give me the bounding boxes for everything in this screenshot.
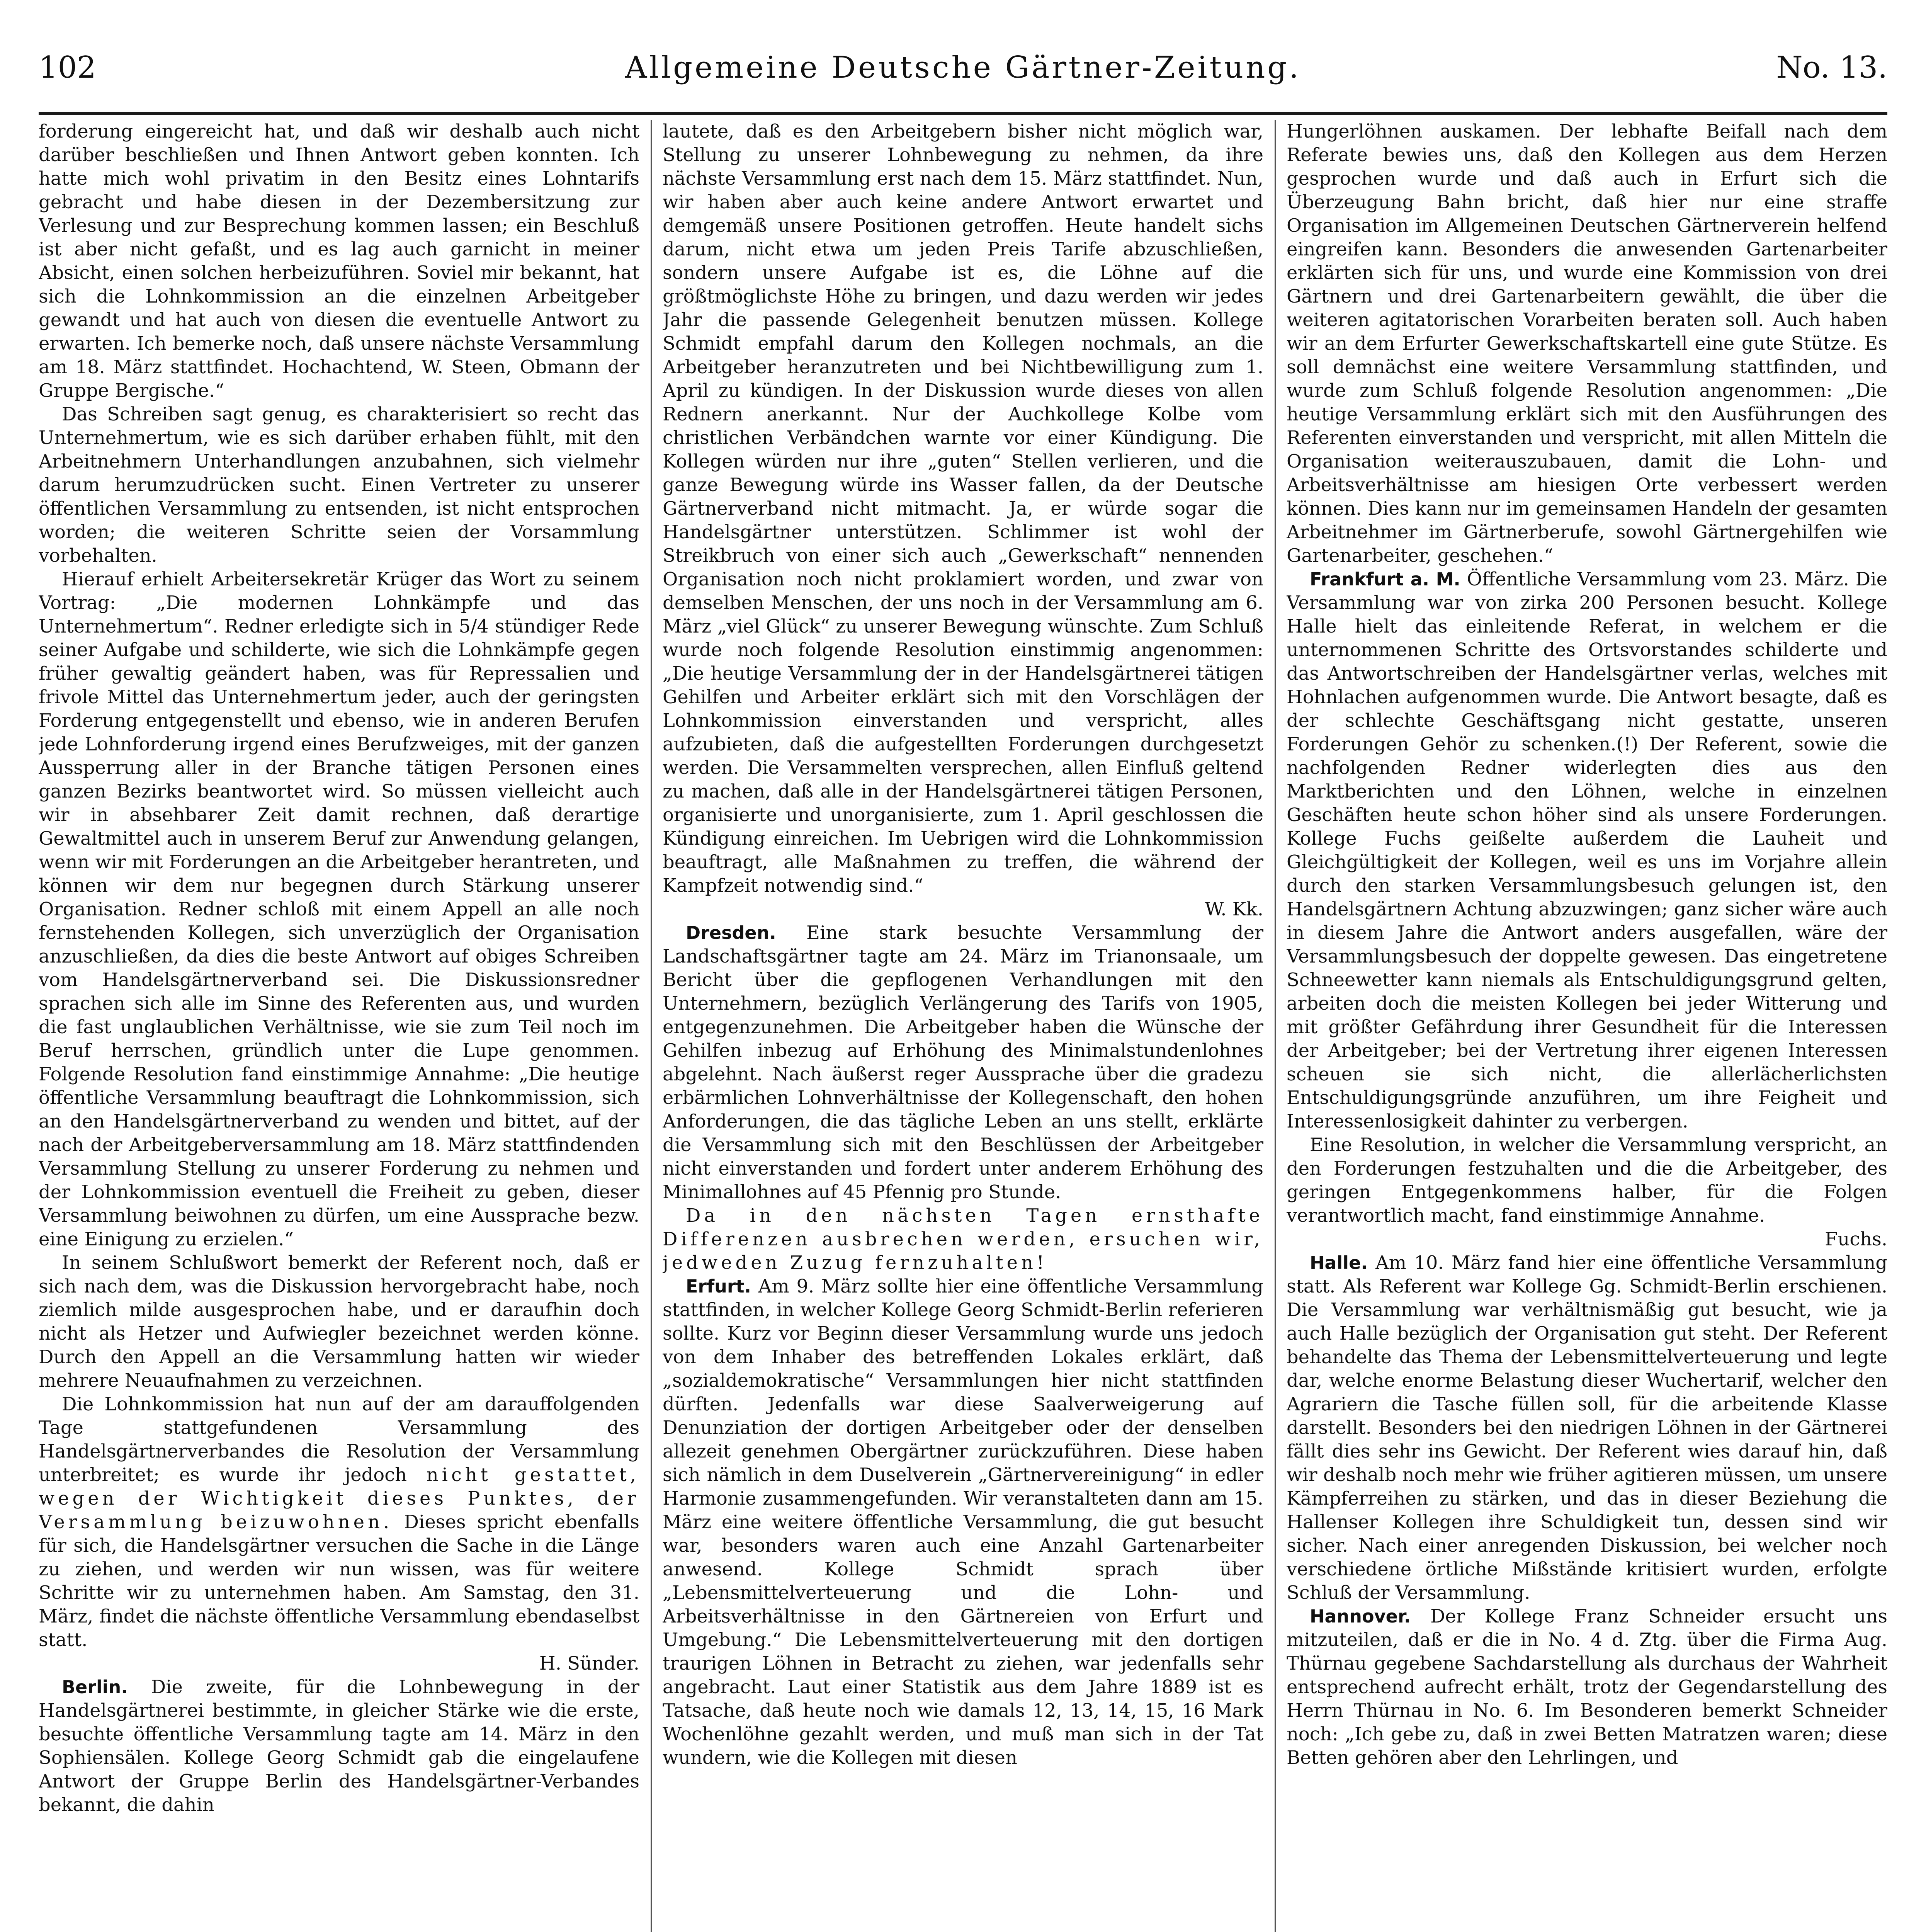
report-frankfurt xyxy=(1287,568,1887,1133)
column-divider xyxy=(651,120,652,1932)
page-header xyxy=(39,23,1887,115)
report-erfurt xyxy=(663,1275,1263,1770)
place-heading: Berlin. xyxy=(62,1677,128,1697)
paragraph: lautete, daß es den Arbeitgebern bisher nicht möglich war, Stellung zu unserer Lohnbewegung zu nehmen, da ihre nächste Versammlung erst nach dem 15. März stattfindet. Nun, wir haben aber auch keine andere Antwort erwartet und demgemäß unsere Positionen getroffen. Heute handelt sichs darum, nicht etwa um jeden Preis Tarife abzuschließen, sondern unsere Aufgabe ist es, die Löhne auf die größtmöglichste Höhe zu bringen, und dazu werden wir jedes Jahr die passende Gelegenheit benutzen müssen. Kollege Schmidt empfahl darum den Kollegen nochmals, an die Arbeitgeber heranzutreten und bei Nichtbewilligung zum 1. April zu kündigen. In der Diskussion wurde dieses von allen Rednern anerkannt. Nur der Auchkollege Kolbe vom christlichen Verbändchen warnte vor einer Kündigung. Die Kollegen würden nur ihre „guten“ Stellen verlieren, und die ganze Bewegung würde ins Wasser fallen, da der Deutsche Gärtnerverband nicht mitmacht. Ja, er würde sogar die Handelsgärtner unterstützen. Schlimmer ist wohl der Streikbruch von einer sich auch „Gewerkschaft“ nennenden Organisation noch nicht proklamiert worden, und zwar von demselben Menschen, der uns noch in der Versammlung am 6. März „viel Glück“ zu unserer Bewegung wünschte. Zum Schluß wurde noch folgende Resolution einstimmig angenommen: „Die heutige Versammlung der in der Handelsgärtnerei tätigen Gehilfen und Arbeiter erklärt sich mit den Vorschlägen der Lohnkommission einverstanden und verspricht, alles aufzubieten, daß die aufgestellten Forderungen durchgesetzt werden. Die Versammelten versprechen, allen Einfluß geltend zu machen, daß alle in der Handelsgärtnerei tätigen Personen, organisierte und unorganisierte, zum 1. April geschlossen die Kündigung einreichen. Im Uebrigen wird die Lohnkommission beauftragt, alle Maßnahmen zu treffen, die während der Kampfzeit notwendig sind.“ xyxy=(663,121,1263,896)
report-text: Eine stark besuchte Versammlung der Landschaftsgärtner tagte am 24. März im Trianonsaale, um Bericht über die gepflogenen Verhandlungen mit den Unternehmern, bezüglich Verlängerung des Tarifs von 1905, entgegenzunehmen. Die Arbeitgeber haben die Wünsche der Gehilfen inbezug auf Erhöhung des Minimalstundenlohnes abgelehnt. Nach äußerst reger Aussprache über die gradezu erbärmlichen Lohnverhältnisse der Kollegenschaft, den hohen Anforderungen, die das tägliche Leben an uns stellt, erklärte die Versammlung sich mit den Beschlüssen der Arbeitgeber nicht einverstanden und fordert unter anderem Erhöhung des Minimallohnes auf 45 Pfennig pro Stunde. xyxy=(663,922,1263,1203)
report-text: Am 9. März sollte hier eine öffentliche Versammlung stattfinden, in welcher Kollege Georg Schmidt-Berlin referieren sollte. Kurz vor Beginn dieser Versammlung wurde uns jedoch von dem Inhaber des betreffenden Lokales erklärt, daß „sozialdemokratische“ Versammlungen hier nicht stattfinden dürften. Jedenfalls war diese Saalverweigerung auf Denunziation der dortigen Arbeitgeber oder der denselben allezeit genehmen Obergärtner zurückzuführen. Diese haben sich nämlich in dem Duselverein „Gärtnervereinigung“ in edler Harmonie zusammengefunden. Wir veranstalteten dann am 15. März eine weitere öffentliche Versammlung, die gut besucht war, besonders waren auch eine Anzahl Gartenarbeiter anwesend. Kollege Schmidt sprach über „Lebensmittelverteuerung und die Lohn- und Arbeitsverhältnisse in den Gärtnereien von Erfurt und Umgebung.“ Die Lebensmittelverteuerung mit den dortigen traurigen Löhnen in Betracht zu ziehen, war jedenfalls sehr angebracht. Laut einer Statistik aus dem Jahre 1889 ist es Tatsache, daß heute noch wie damals 12, 13, 14, 15, 16 Mark Wochenlöhne gezahlt werden, und muß man sich in der Tat wundern, wie die Kollegen mit diesen xyxy=(663,1276,1263,1769)
paragraph-text: Die Lohnkommission hat nun auf der am darauffolgenden Tage stattgefundenen Versammlung des Handelsgärtnerverbandes die Resolution der Versammlung unterbreitet; es wurde ihr jedoch xyxy=(39,1393,639,1486)
paragraph xyxy=(1287,1133,1887,1251)
column-3 xyxy=(1287,120,1887,1932)
report-text: Der Kollege Franz Schneider ersucht uns mitzuteilen, daß er die in No. 4 d. Ztg. über die Firma Aug. Thürnau gegebene Sachdarstellung als durchaus der Wahrheit entsprechend aufrecht erhält, trotz der Gegendarstellung des Herrn Thürnau in No. 6. Im Besonderen bemerkt Schneider noch: „Ich gebe zu, daß in zwei Betten Matratzen waren; diese Betten gehören aber den Lehrlingen, und xyxy=(1287,1605,1887,1769)
signature: Fuchs. xyxy=(1825,1228,1887,1250)
report-halle xyxy=(1287,1251,1887,1605)
paragraph-text: Eine Resolution, in welcher die Versammlung verspricht, an den Forderungen festzuhalten und die die Arbeitgeber, des geringen Entgegenkommens halber, für die Folgen verantwortlich macht, fand einstimmige Annahme. xyxy=(1287,1134,1887,1226)
report-text: Die zweite, für die Lohnbewegung in der Handelsgärtnerei bestimmte, in gleicher Stärke wie die erste, besuchte öffentliche Versammlung tagte am 14. März in den Sophiensälen. Kollege Georg Schmidt gab die eingelaufene Antwort der Gruppe Berlin des Handelsgärtner-Verbandes bekannt, die dahin xyxy=(39,1676,639,1816)
column-2 xyxy=(663,120,1263,1932)
place-heading: Hannover. xyxy=(1310,1606,1411,1627)
report-hannover xyxy=(1287,1605,1887,1770)
column-divider xyxy=(1275,120,1276,1932)
paragraph: Hierauf erhielt Arbeitersekretär Krüger das Wort zu seinem Vortrag: „Die modernen Lohnkämpfe und das Unternehmertum“. Redner erledigte sich in 5/4 stündiger Rede seiner Aufgabe und schilderte, wie sich die Lohnkämpfe gegen früher gewaltig geändert haben, was für Repressalien und frivole Mittel das Unternehmertum jeder, auch der geringsten Forderung entgegenstellt und ebenso, wie in anderen Berufen jede Lohnforderung irgend eines Berufzweiges, mit der ganzen Aussperrung aller in der Branche tätigen Personen eines ganzen Bezirks beantwortet wird. So müssen vielleicht auch wir in absehbarer Zeit damit rechnen, daß derartige Gewaltmittel auch in unserem Beruf zur Anwendung gelangen, wenn wir mit Forderungen an die Arbeitgeber herantreten, und können wir dem nur begegnen durch Stärkung unserer Organisation. Redner schloß mit einem Appell an alle noch fernstehenden Kollegen, sich unverzüglich der Organisation anzuschließen, da dies die beste Antwort auf obiges Schreiben vom Handelsgärtnerverband sei. Die Diskussionsredner sprachen sich alle im Sinne des Referenten aus, und wurden die fast unglaublichen Verhältnisse, wie sie zum Teil noch im Beruf herrschen, gründlich unter die Lupe genommen. Folgende Resolution fand einstimmige Annahme: „Die heutige öffentliche Versammlung beauftragt die Lohnkommission, sich an den Handelsgärtnerverband zu wenden und bittet, auf der nach der Arbeitgeberversammlung am 18. März stattfindenden Versammlung Stellung zu unserer Forderung zu nehmen und der Lohnkommission eventuell die Freiheit zu geben, dieser Versammlung beiwohnen zu dürfen, um eine Aussprache bezw. eine Einigung zu erzielen.“ xyxy=(39,568,639,1250)
paragraph-text: Dieses spricht ebenfalls für sich, die Handelsgärtner versuchen die Sache in die Länge zu ziehen, und werden wir nun wissen, was für weitere Schritte wir zu unternehmen haben. Am Samstag, den 31. März, findet die nächste öffentliche Versammlung ebendaselbst statt. xyxy=(39,1511,639,1651)
paragraph: forderung eingereicht hat, und daß wir deshalb auch nicht darüber beschließen und Ihnen Antwort geben konnten. Ich hatte mich wohl privatim in den Besitz eines Lohntarifs gebracht und habe diesen in der Dezembersitzung zur Verlesung und zur Besprechung kommen lassen; ein Beschluß ist aber nicht gefaßt, und es lag auch garnicht in meiner Absicht, einen solchen herbeizuführen. Soviel mir bekannt, hat sich die Lohnkommission an die einzelnen Arbeitgeber gewandt und hat auch von diesen die eventuelle Antwort zu erwarten. Ich bemerke noch, daß unsere nächste Versammlung am 18. März stattfindet. Hochachtend, W. Steen, Obmann der Gruppe Bergische.“ xyxy=(39,121,639,401)
signature-line xyxy=(663,898,1263,921)
report-text: Öffentliche Versammlung vom 23. März. Die Versammlung war von zirka 200 Personen besucht. Kollege Halle hielt das einleitende Referat, in welchem er die unternommenen Schritte des Ortsvorstandes schilderte und das Antwortschreiben der Handelsgärtner verlas, welches mit Hohnlachen aufgenommen wurde. Die Antwort besagte, daß es der schlechte Geschäftsgang nicht gestatte, unseren Forderungen Gehör zu schenken.(!) Der Referent, sowie die nachfolgenden Redner widerlegten dies aus den Marktberichten und den Löhnen, welche in einzelnen Geschäften heute schon höher sind als unsere Forderungen. Kollege Fuchs geißelte außerdem die Lauheit und Gleichgültigkeit der Kollegen, weil es uns im Vorjahre allein durch den starken Versammlungsbesuch gelungen ist, den Handelsgärtnern Achtung abzuzwingen; ganz sicher wäre auch in diesem Jahre die Antwort anders ausgefallen, wäre der Versammlungsbesuch der doppelte gewesen. Das eingetretene Schneewetter kann niemals als Entschuldigungsgrund gelten, arbeiten doch die meisten Kollegen bei jeder Witterung und mit größter Gefährdung ihrer Gesundheit für die Interessen der Arbeitgeber; bei der Vertretung ihrer eigenen Interessen scheuen sie sich nicht, die allerlächerlichsten Entschuldigungsgründe anzuführen, um ihre Feigheit und Interessenlosigkeit dahinter zu verbergen. xyxy=(1287,568,1887,1132)
signature: H. Sünder. xyxy=(539,1653,639,1674)
paragraph: Hungerlöhnen auskamen. Der lebhafte Beifall nach dem Referate bewies uns, daß den Kollegen aus dem Herzen gesprochen wurde und daß auch in Erfurt sich die Überzeugung Bahn bricht, daß hier nur eine straffe Organisation im Allgemeinen Deutschen Gärtnerverein helfend eingreifen kann. Besonders die anwesenden Gartenarbeiter erklärten sich für uns, und wurde eine Kommission von drei Gärtnern und drei Gartenarbeitern gewählt, die über die weiteren agitatorischen Vorarbeiten beraten soll. Auch haben wir an dem Erfurter Gewerkschaftskartell eine gute Stütze. Es soll demnächst eine weitere Versammlung stattfinden, und wurde zum Schluß folgende Resolution angenommen: „Die heutige Versammlung erklärt sich mit den Ausführungen des Referenten einverstanden und verspricht, mit allen Mitteln die Organisation weiterauszubauen, damit die Lohn- und Arbeitsverhältnisse am hiesigen Orte verbessert werden können. Dies kann nur im gemeinsamen Handeln der gesamten Arbeitnehmer im Gärtnerberufe, sowohl Gärtnergehilfen wie Gartenarbeiter, geschehen.“ xyxy=(1287,121,1887,566)
signature: W. Kk. xyxy=(1205,898,1263,920)
place-heading: Erfurt. xyxy=(686,1276,751,1297)
article-columns xyxy=(39,120,1887,1932)
paragraph xyxy=(39,1393,639,1675)
boycott-notice: Da in den nächsten Tagen ernsthafte Differenzen ausbrechen werden, ersuchen wir, jedweden Zuzug fernzuhalten! xyxy=(663,1205,1263,1274)
place-heading: Dresden. xyxy=(686,922,776,943)
place-heading: Frankfurt a. M. xyxy=(1310,569,1460,590)
newspaper-page xyxy=(39,23,1887,1932)
report-dresden xyxy=(663,921,1263,1204)
paragraph: In seinem Schlußwort bemerkt der Referent noch, daß er sich nach dem, was die Diskussion hervorgebracht habe, noch ziemlich milde ausgesprochen habe, und er daraufhin doch nicht als Hetzer und Aufwiegler bezeichnet werden könne. Durch den Appell an die Versammlung hatten wir wieder mehrere Neuaufnahmen zu verzeichnen. xyxy=(39,1252,639,1391)
newspaper-title: Allgemeine Deutsche Gärtner-Zeitung. xyxy=(625,50,1301,85)
page-number: 102 xyxy=(39,50,96,85)
report-text: Am 10. März fand hier eine öffentliche Versammlung statt. Als Referent war Kollege Gg. Schmidt-Berlin erschienen. Die Versammlung war verhältnismäßig gut besucht, wie ja auch Halle bezüglich der Organisation gut steht. Der Referent behandelte das Thema der Lebensmittelverteuerung und legte dar, welche enorme Belastung dieser Wuchertarif, welcher den Agrariern die Tasche füllen soll, für die arbeitende Klasse darstellt. Besonders bei den niedrigen Löhnen in der Gärtnerei fällt dies sehr ins Gewicht. Der Referent wies darauf hin, daß wir deshalb noch mehr wie früher agitieren müssen, um unsere Kämpferreihen zu stärken, und das in dieser Beziehung die Hallenser Kollegen ihre Schuldigkeit tun, dessen sind wir sicher. Nach einer anregenden Diskussion, bei welcher noch verschiedene örtliche Mißstände kritisiert wurden, erfolgte Schluß der Versammlung. xyxy=(1287,1252,1887,1604)
paragraph: Das Schreiben sagt genug, es charakterisiert so recht das Unternehmertum, wie es sich darüber erhaben fühlt, mit den Arbeitnehmern Unterhandlungen anzubahnen, sich vielmehr darum herumzudrücken sucht. Einen Vertreter zu unserer öffentlichen Versammlung zu entsenden, ist nicht entsprochen worden; die weiteren Schritte seien der Vorsammlung vorbehalten. xyxy=(39,403,639,566)
spaced-text: nicht gestattet, wegen der Wichtigkeit dieses Punktes, der Versammlung beizuwohnen. xyxy=(39,1464,639,1533)
place-heading: Halle. xyxy=(1310,1252,1368,1273)
issue-number: No. 13. xyxy=(1776,50,1887,85)
report-berlin xyxy=(39,1675,639,1817)
column-1 xyxy=(39,120,639,1932)
